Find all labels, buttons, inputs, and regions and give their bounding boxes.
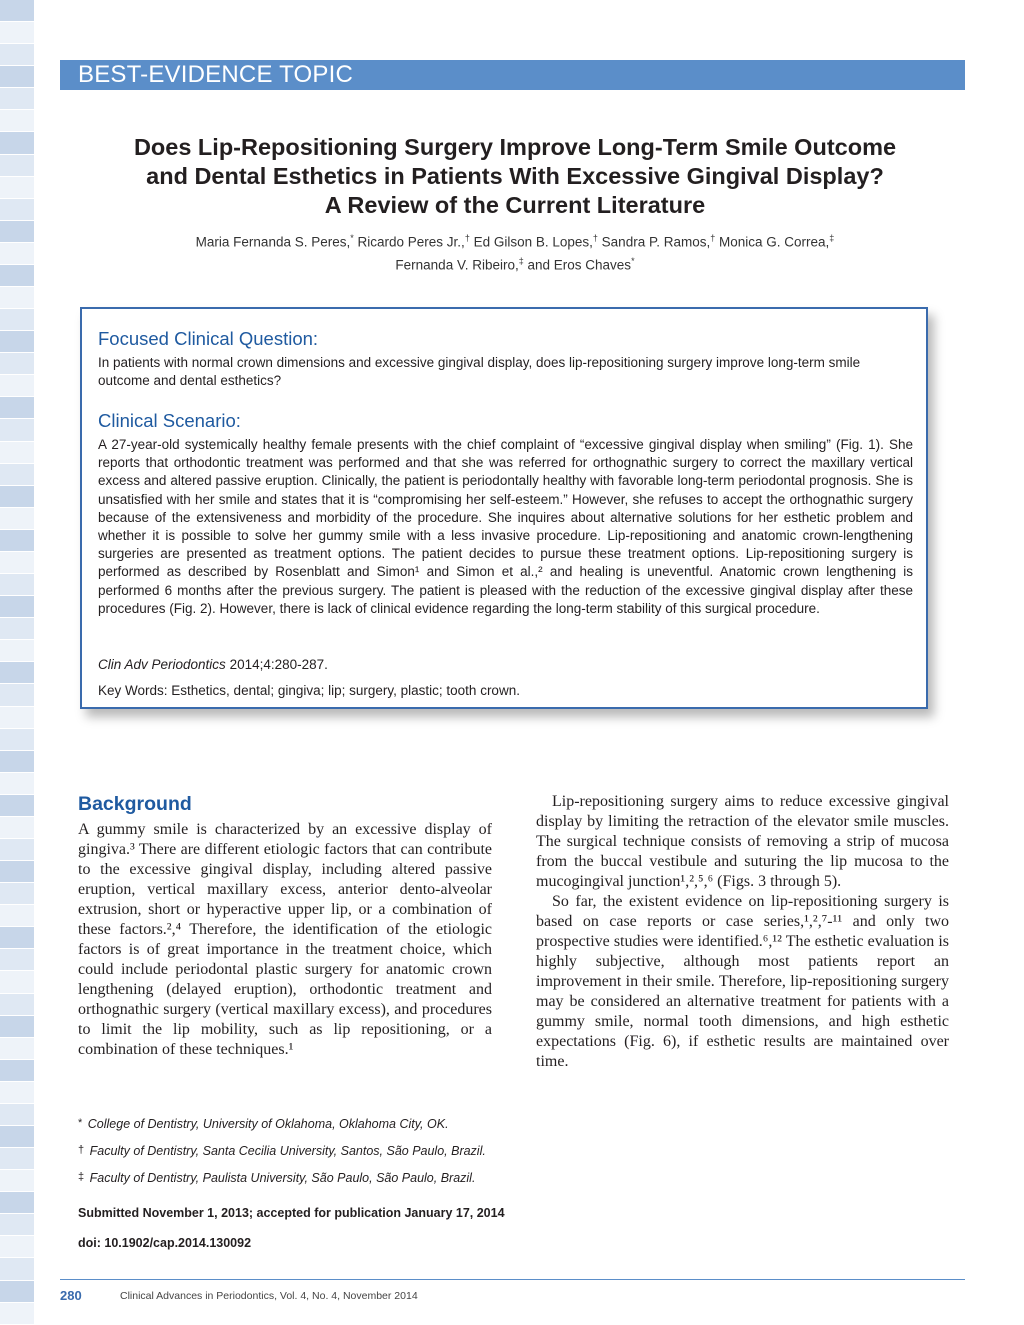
affiliation-mark: † bbox=[710, 233, 716, 243]
journal-footer: Clinical Advances in Periodontics, Vol. 4, No. 4, November 2014 bbox=[120, 1290, 418, 1302]
stripe-cell bbox=[0, 883, 34, 905]
section-label: BEST-EVIDENCE TOPIC bbox=[78, 61, 353, 88]
stripe-cell bbox=[0, 1016, 34, 1038]
question-text: In patients with normal crown dimensions and excessive gingival display, does lip-repositioning surgery improve long-term smile outcome and dental esthetics? bbox=[98, 355, 861, 389]
stripe-cell bbox=[0, 1148, 34, 1170]
stripe-cell bbox=[0, 177, 34, 199]
clinical-summary-box bbox=[80, 307, 928, 709]
stripe-cell bbox=[0, 817, 34, 839]
stripe-cell bbox=[0, 707, 34, 729]
stripe-cell bbox=[0, 1060, 34, 1082]
stripe-cell bbox=[0, 287, 34, 309]
stripe-cell bbox=[0, 530, 34, 552]
footnote-mark: † bbox=[78, 1144, 85, 1156]
footer-divider bbox=[60, 1279, 965, 1280]
body-paragraph: So far, the existent evidence on lip-repositioning surgery is based on case reports or case series,¹,²,⁷-¹¹ and only two prospective studies were identified.⁶,¹² The esthetic evaluation is highly subjective, although most patients report an improvement in their smile. Therefore, lip-repositioning surgery may be considered an alternative treatment for patients with a gummy smile, normal tooth dimensions, and high esthetic expectations (Fig. 6), if esthetic results are maintained over time. bbox=[536, 893, 949, 1070]
keywords-label: Key Words bbox=[98, 683, 164, 698]
stripe-cell bbox=[0, 1104, 34, 1126]
footnote bbox=[78, 1171, 475, 1185]
footnote bbox=[78, 1144, 486, 1158]
affiliation-mark: † bbox=[464, 233, 470, 243]
question-heading: Focused Clinical Question: bbox=[98, 328, 319, 349]
footnote-text: College of Dentistry, University of Oklahoma, Oklahoma City, OK. bbox=[87, 1117, 449, 1131]
stripe-cell bbox=[0, 640, 34, 662]
citation-details: 2014;4:280-287. bbox=[225, 657, 328, 672]
stripe-cell bbox=[0, 265, 34, 287]
stripe-cell bbox=[0, 0, 34, 22]
stripe-cell bbox=[0, 221, 34, 243]
keywords-text: : Esthetics, dental; gingiva; lip; surgery, plastic; tooth crown. bbox=[163, 683, 520, 698]
stripe-cell bbox=[0, 618, 34, 640]
affiliation-mark: ‡ bbox=[518, 255, 524, 266]
stripe-cell bbox=[0, 552, 34, 574]
stripe-cell bbox=[0, 1082, 34, 1104]
stripe-cell bbox=[0, 44, 34, 66]
stripe-cell bbox=[0, 1192, 34, 1214]
stripe-cell bbox=[0, 1258, 34, 1280]
body-paragraph: Lip-repositioning surgery aims to reduce excessive gingival display by limiting the retraction of the elevator smile muscles. The surgical technique consists of removing a strip of mucosa from the buccal vestibule and suturing the lip mucosa to the mucogingival junction¹,²,⁵,⁶ (Figs. 3 through 5). bbox=[536, 793, 949, 890]
author-line-1 bbox=[80, 229, 950, 252]
stripe-cell bbox=[0, 508, 34, 530]
author-name: and Eros Chaves bbox=[523, 257, 632, 272]
stripe-cell bbox=[0, 442, 34, 464]
author-name: Monica G. Correa, bbox=[715, 234, 830, 250]
author-name: Maria Fernanda S. Peres, bbox=[195, 234, 351, 250]
stripe-cell bbox=[0, 132, 34, 154]
affiliation-mark: † bbox=[592, 233, 598, 243]
stripe-cell bbox=[0, 486, 34, 508]
footnote-text: Faculty of Dentistry, Paulista University, São Paulo, São Paulo, Brazil. bbox=[89, 1171, 476, 1185]
stripe-cell bbox=[0, 88, 34, 110]
affiliation-mark: * bbox=[631, 255, 635, 266]
stripe-cell bbox=[0, 375, 34, 397]
stripe-cell bbox=[0, 795, 34, 817]
stripe-cell bbox=[0, 574, 34, 596]
footnote-mark: ‡ bbox=[78, 1171, 85, 1183]
doi-link[interactable]: doi: 10.1902/cap.2014.130092 bbox=[78, 1236, 252, 1250]
stripe-cell bbox=[0, 684, 34, 706]
stripe-cell bbox=[0, 596, 34, 618]
title-line: Does Lip-Repositioning Surgery Improve Long-Term Smile Outcome bbox=[133, 134, 897, 160]
page-number: 280 bbox=[60, 1288, 82, 1303]
stripe-cell bbox=[0, 861, 34, 883]
citation bbox=[98, 657, 328, 672]
stripe-cell bbox=[0, 353, 34, 375]
footnote-text: Faculty of Dentistry, Santa Cecilia University, Santos, São Paulo, Brazil. bbox=[89, 1144, 486, 1158]
stripe-cell bbox=[0, 905, 34, 927]
stripe-cell bbox=[0, 927, 34, 949]
stripe-cell bbox=[0, 773, 34, 795]
affiliation-mark: * bbox=[350, 233, 354, 243]
stripe-cell bbox=[0, 729, 34, 751]
left-column bbox=[78, 820, 492, 1060]
decorative-side-stripe bbox=[0, 0, 34, 1325]
stripe-cell bbox=[0, 1214, 34, 1236]
stripe-cell bbox=[0, 994, 34, 1016]
footnote bbox=[78, 1117, 449, 1131]
stripe-cell bbox=[0, 66, 34, 88]
section-banner bbox=[60, 60, 965, 90]
stripe-cell bbox=[0, 1236, 34, 1258]
stripe-cell bbox=[0, 419, 34, 441]
stripe-cell bbox=[0, 1126, 34, 1148]
footnote-mark: * bbox=[78, 1117, 83, 1129]
stripe-cell bbox=[0, 839, 34, 861]
author-name: Ed Gilson B. Lopes, bbox=[469, 234, 593, 250]
stripe-cell bbox=[0, 397, 34, 419]
stripe-cell bbox=[0, 309, 34, 331]
stripe-cell bbox=[0, 1170, 34, 1192]
background-paragraph: A gummy smile is characterized by an excessive display of gingiva.³ There are different etiologic factors that can contribute to the excessive gingival display, including altered passive eruption, vertical maxillary excess, anterior dento-alveolar extrusion, short or hyperactive upper lip, or a combination of these factors.²,⁴ Therefore, the identification of the etiologic factors is of great importance in the treatment choice, which could include periodontal plastic surgery for anatomic crown lengthening (delayed eruption), orthodontic treatment and orthognathic surgery (vertical maxillary excess), and procedures to limit the lip mobility, such as lip repositioning, or a combination of these techniques.¹ bbox=[78, 821, 492, 1058]
stripe-cell bbox=[0, 22, 34, 44]
stripe-cell bbox=[0, 464, 34, 486]
right-column bbox=[536, 792, 949, 1072]
stripe-cell bbox=[0, 971, 34, 993]
stripe-cell bbox=[0, 155, 34, 177]
scenario-text: A 27-year-old systemically healthy female presents with the chief complaint of “excessive gingival display when smiling” (Fig. 1). She reports that orthodontic treatment was performed and that she was referred for orthognathic surgery to correct the maxillary vertical excess and altered passive eruption. Clinically, the patient is periodontally healthy with favorable long-term periodontal prognosis. She is unsatisfied with her smile and states that it is “compromising her self-esteem.” However, she refuses to accept the orthognathic surgery because of the extensiveness and morbidity of the procedure. She inquires about alternative solutions for her esthetic problem and whether it is possible to solve her gummy smile with a less invasive procedure. Lip-repositioning and anatomic crown-lengthening surgeries are presented as treatment options. The patient decides to pursue these treatment options. Lip-repositioning surgery is performed as described by Rosenblatt and Simon¹ and Simon et al.,² and healing is uneventful. Anatomic crown lengthening is performed 6 months after the previous surgery. The patient is pleased with the reduction of the excessive gingival display after these procedures (Fig. 2). However, there is lack of clinical evidence regarding the long-term stability of this surgical procedure. bbox=[98, 437, 913, 616]
title-line: and Dental Esthetics in Patients With Excessive Gingival Display? bbox=[146, 163, 884, 189]
stripe-cell bbox=[0, 949, 34, 971]
stripe-cell bbox=[0, 1303, 34, 1325]
author-name: Ricardo Peres Jr., bbox=[353, 234, 465, 250]
author-line-2 bbox=[80, 252, 950, 275]
stripe-cell bbox=[0, 1281, 34, 1303]
submission-dates: Submitted November 1, 2013; accepted for publication January 17, 2014 bbox=[78, 1206, 505, 1220]
stripe-cell bbox=[0, 331, 34, 353]
keywords bbox=[98, 683, 520, 698]
stripe-cell bbox=[0, 662, 34, 684]
author-list bbox=[80, 229, 950, 274]
title-line: A Review of the Current Literature bbox=[324, 192, 706, 218]
stripe-cell bbox=[0, 199, 34, 221]
background-heading: Background bbox=[78, 793, 192, 815]
article-title bbox=[80, 133, 950, 220]
stripe-cell bbox=[0, 243, 34, 265]
citation-journal: Clin Adv Periodontics bbox=[98, 657, 226, 672]
stripe-cell bbox=[0, 751, 34, 773]
scenario-heading: Clinical Scenario: bbox=[98, 410, 241, 431]
author-name: Fernanda V. Ribeiro, bbox=[395, 257, 519, 272]
stripe-cell bbox=[0, 1038, 34, 1060]
author-name: Sandra P. Ramos, bbox=[597, 234, 711, 250]
affiliation-mark: ‡ bbox=[829, 233, 835, 243]
stripe-cell bbox=[0, 110, 34, 132]
